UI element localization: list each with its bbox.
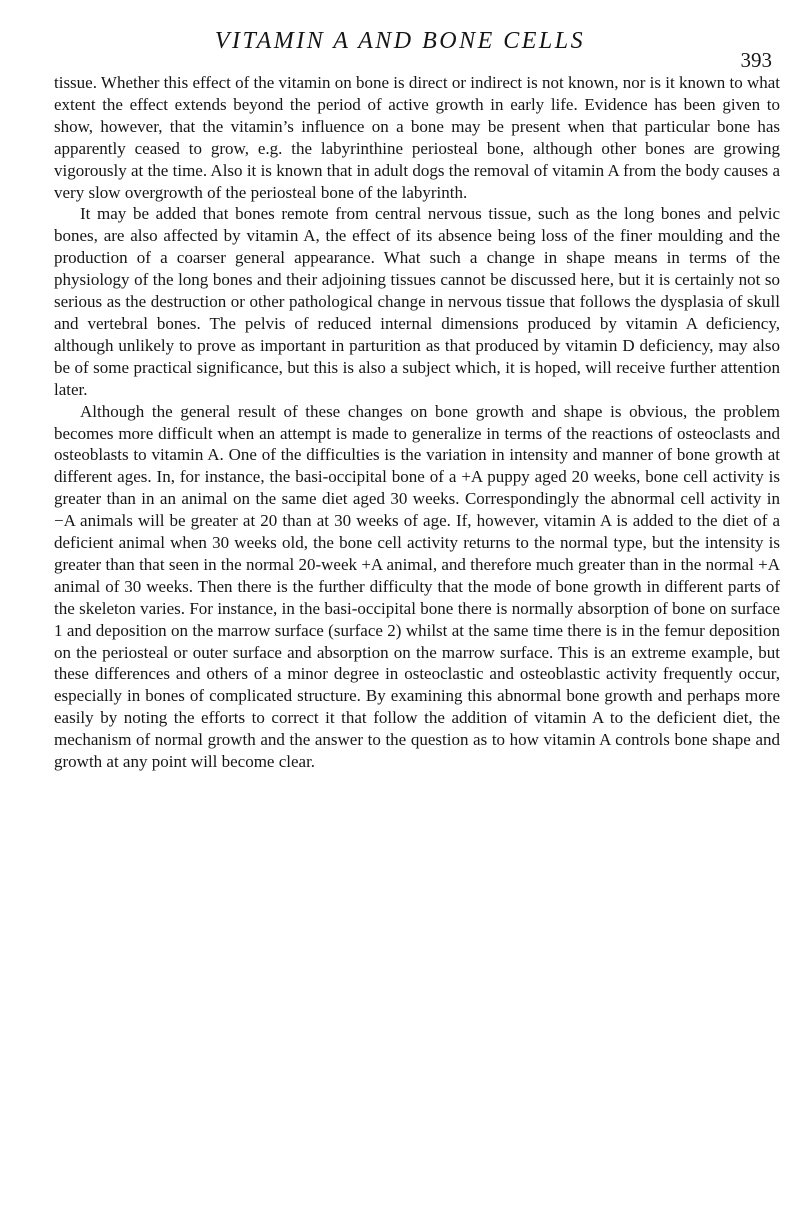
paragraph-2: It may be added that bones remote from central nervous tissue, such as the long bones and pelvic bones, are also affected by vitamin A, the effect of its absence being loss of the finer moulding and the production of a coarser general appearance. What such a change in shape means in terms of the physiology of the long bones and their adjoining tissues cannot be discussed here, but it is certainly not so serious as the destruction or other pathological change in nervous tissue that follows the dysplasia of skull and vertebral bones. The pelvis of reduced internal dimensions produced by vitamin A deficiency, although unlikely to prove as important in parturition as that produced by vitamin D deficiency, may also be of some practical significance, but this is also a subject which, it is hoped, will receive further attention later. [54,204,780,399]
running-title: VITAMIN A AND BONE CELLS [214,28,586,54]
paragraph-1: tissue. Whether this effect of the vitamin on bone is direct or indirect is not known, nor is it known to what extent the effect extends beyond the period of active growth in early life. Evidence has been given to show, however, that the vitamin’s influence on a bone may be present when that particular bone has apparently ceased to grow, e.g. the labyrinthine periosteal bone, although other bones are growing vigorously at the time. Also it is known that in adult dogs the removal of vitamin A from the body causes a very slow overgrowth of the periosteal bone of the labyrinth. [54,73,780,202]
paragraph-3: Although the general result of these changes on bone growth and shape is obvious, the problem becomes more difficult when an attempt is made to generalize in terms of the reactions of osteoclasts and osteoblasts to vitamin A. One of the difficulties is the variation in intensity and manner of bone growth at different ages. In, for instance, the basi-occipital bone of a +A puppy aged 20 weeks, bone cell activity is greater than in an animal on the same diet aged 30 weeks. Correspondingly the abnormal cell activity in −A animals will be greater at 20 than at 30 weeks of age. If, however, vitamin A is added to the diet of a deficient animal when 30 weeks old, the bone cell activity returns to the normal type, but the intensity is greater than that seen in the normal 20-week +A animal, and therefore much greater than in the normal +A animal of 30 weeks. Then there is the further difficulty that the mode of bone growth in different parts of the skeleton varies. For instance, in the basi-occipital bone there is normally absorption of bone on surface 1 and deposition on the marrow surface (surface 2) whilst at the same time there is in the femur deposition on the periosteal or outer surface and absorption on the marrow surface. This is an extreme example, but these differences and others of a minor degree in osteoclastic and osteoblastic activity frequently occur, especially in bones of complicated structure. By examining this abnormal bone growth and perhaps more easily by noting the efforts to correct it that follow the addition of vitamin A to the deficient diet, the mechanism of normal growth and the answer to the question as to how vitamin A controls bone shape and growth at any point will become clear. [54,401,780,772]
page-number: 393 [740,48,772,72]
body-text [54,72,780,773]
running-header [0,22,800,72]
